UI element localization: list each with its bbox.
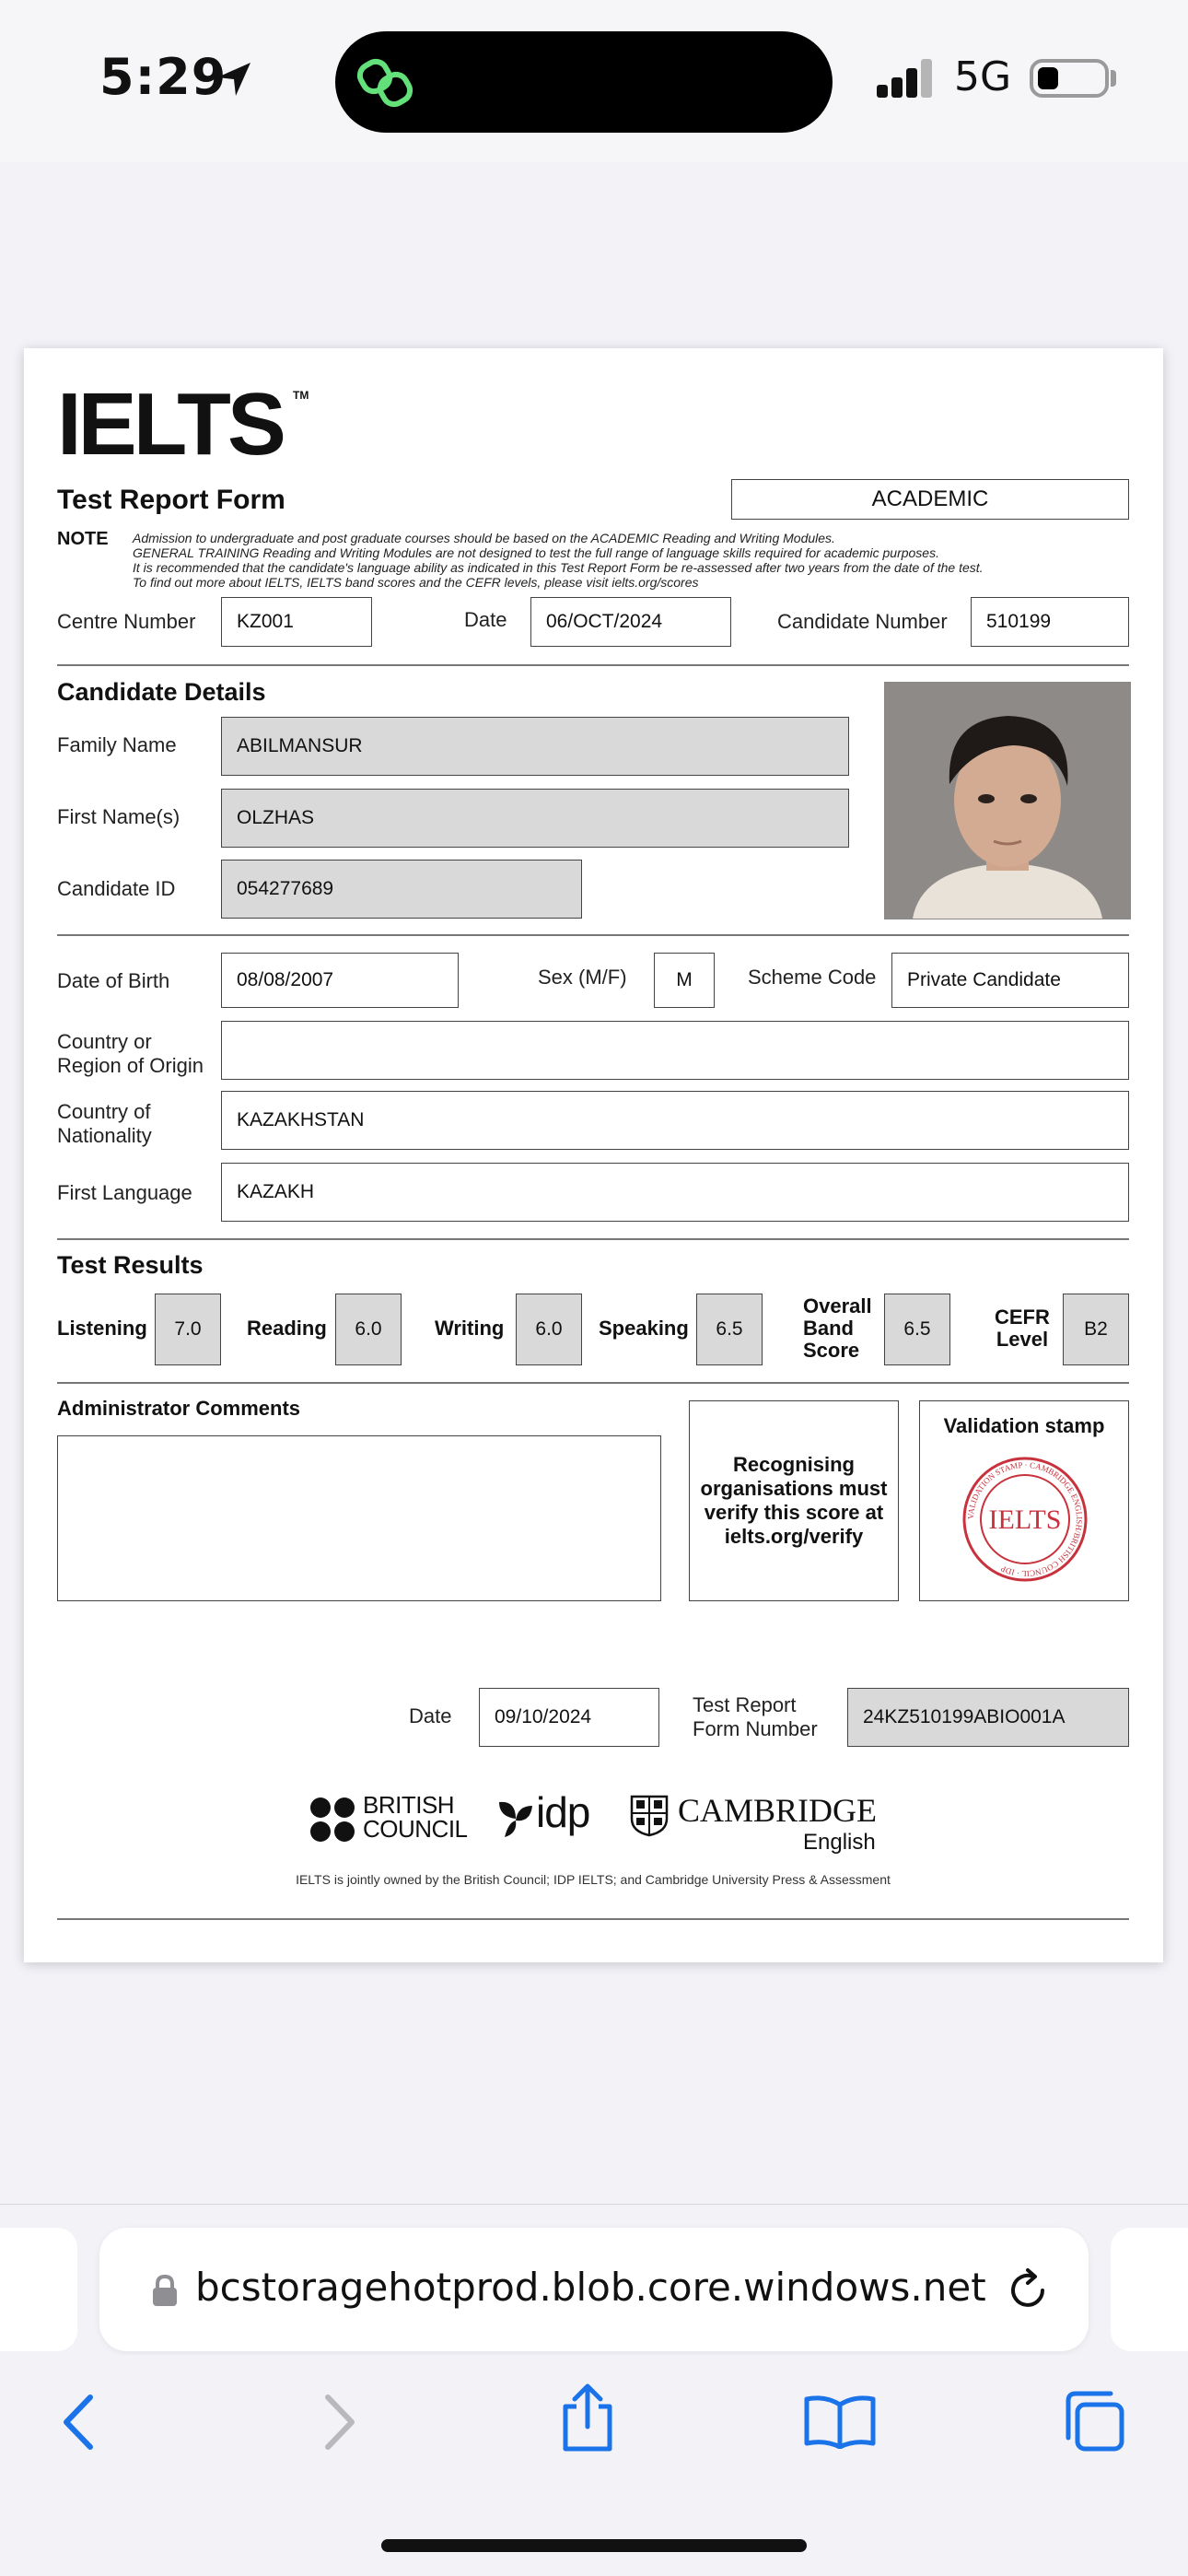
- country-origin-label: [57, 1030, 204, 1078]
- divider: [57, 664, 1129, 666]
- location-arrow-icon: [214, 59, 254, 100]
- family-name-label: Family Name: [57, 733, 177, 756]
- dob-field: 08/08/2007: [221, 953, 459, 1008]
- candidate-id-label: Candidate ID: [57, 877, 176, 900]
- divider: [57, 1238, 1129, 1240]
- label-line: Level: [996, 1328, 1049, 1351]
- note-text: [133, 531, 1127, 590]
- cambridge-shield-icon: [630, 1795, 669, 1837]
- network-label: 5G: [954, 53, 1012, 100]
- label-line: Test Report: [693, 1693, 797, 1716]
- date-field: 06/OCT/2024: [530, 597, 731, 647]
- lock-icon: [151, 2274, 179, 2307]
- reading-label: Reading: [247, 1317, 327, 1340]
- logo-trademark: TM: [293, 389, 309, 402]
- label-line: Score: [803, 1339, 860, 1362]
- candidate-details-heading: Candidate Details: [57, 678, 266, 706]
- cambridge-text: CAMBRIDGE: [678, 1792, 878, 1829]
- dynamic-island: [335, 31, 833, 133]
- listening-label: Listening: [57, 1317, 147, 1340]
- ielts-logo: IELTS: [57, 375, 283, 474]
- first-language-field: KAZAKH: [221, 1163, 1129, 1222]
- signal-icon: [875, 59, 939, 100]
- scheme-code-field: Private Candidate: [891, 953, 1129, 1008]
- centre-number-label: Centre Number: [57, 610, 196, 633]
- divider: [57, 1382, 1129, 1384]
- first-names-label: First Name(s): [57, 805, 181, 828]
- test-results-heading: Test Results: [57, 1251, 204, 1279]
- overall-score: 6.5: [884, 1294, 950, 1365]
- nationality-field: KAZAKHSTAN: [221, 1091, 1129, 1150]
- battery-icon: [1030, 59, 1109, 98]
- overall-label: [803, 1295, 872, 1362]
- country-origin-field: [221, 1021, 1129, 1080]
- note-line: It is recommended that the candidate's language ability as indicated in this Test Report Form be re-assessed after two years from the date of the test.: [133, 560, 984, 575]
- label-line: Band: [803, 1317, 854, 1340]
- first-language-label: First Language: [57, 1181, 192, 1204]
- issue-date-field: 09/10/2024: [479, 1688, 659, 1747]
- candidate-photo-image: [885, 683, 1130, 919]
- battery-tip: [1111, 70, 1116, 87]
- validation-stamp-label: Validation stamp: [943, 1414, 1105, 1437]
- centre-number-field: KZ001: [221, 597, 372, 647]
- admin-comments-label: Administrator Comments: [57, 1397, 301, 1420]
- bookmarks-icon[interactable]: [803, 2394, 877, 2449]
- candidate-photo: [884, 682, 1131, 919]
- cefr-label: [995, 1306, 1050, 1351]
- label-line: Country of: [57, 1100, 151, 1123]
- stamp-text: IELTS: [988, 1505, 1062, 1535]
- note-line: Admission to undergraduate and post graduate courses should be based on the ACADEMIC Reading and Writing Modules.: [133, 531, 835, 545]
- label-line: Country or: [57, 1030, 152, 1053]
- candidate-number-field: 510199: [971, 597, 1129, 647]
- label-line: CEFR: [995, 1306, 1050, 1329]
- dob-label: Date of Birth: [57, 969, 170, 992]
- previous-tab-peek[interactable]: [0, 2228, 77, 2351]
- divider: [57, 1918, 1129, 1920]
- date-label: Date: [464, 608, 507, 631]
- note-line: GENERAL TRAINING Reading and Writing Modules are not designed to test the full range of language skills required for academic purposes.: [133, 545, 939, 560]
- scheme-code-label: Scheme Code: [748, 966, 877, 989]
- cefr-level: B2: [1063, 1294, 1129, 1365]
- trf-number-label: [693, 1693, 818, 1741]
- note-line: To find out more about IELTS, IELTS band scores and the CEFR levels, please visit ielts.org/scores: [133, 575, 699, 590]
- verify-notice: Recognising organisations must verify this score at ielts.org/verify: [689, 1400, 899, 1601]
- english-text: English: [803, 1830, 876, 1855]
- forward-icon[interactable]: [315, 2392, 361, 2453]
- issue-date-label: Date: [409, 1704, 452, 1727]
- speaking-label: Speaking: [599, 1317, 689, 1340]
- label-line: Form Number: [693, 1717, 818, 1740]
- british-council-dots-icon: [309, 1797, 355, 1843]
- note-label: NOTE: [57, 529, 109, 549]
- writing-score: 6.0: [516, 1294, 582, 1365]
- status-time: 5:29: [99, 48, 227, 106]
- link-activity-icon: [355, 55, 416, 111]
- url-text[interactable]: bcstoragehotprod.blob.core.windows.net: [195, 2265, 986, 2310]
- family-name-field: ABILMANSUR: [221, 717, 849, 776]
- reading-score: 6.0: [335, 1294, 402, 1365]
- british-council-text: [363, 1793, 473, 1841]
- label-line: Overall: [803, 1294, 872, 1317]
- candidate-number-label: Candidate Number: [777, 610, 948, 633]
- tabs-icon[interactable]: [1061, 2388, 1127, 2454]
- candidate-id-field: 054277689: [221, 860, 582, 919]
- idp-leaf-icon: [495, 1797, 536, 1841]
- ielts-validation-stamp: [961, 1455, 1089, 1584]
- admin-comments-field: [57, 1435, 661, 1601]
- next-tab-peek[interactable]: [1111, 2228, 1188, 2351]
- back-icon[interactable]: [57, 2392, 103, 2453]
- listening-score: 7.0: [155, 1294, 221, 1365]
- logo-line: BRITISH: [363, 1791, 455, 1819]
- label-line: Region of Origin: [57, 1054, 204, 1077]
- ownership-footer: IELTS is jointly owned by the British Council; IDP IELTS; and Cambridge University Press & Assessment: [296, 1872, 891, 1887]
- home-indicator: [381, 2539, 807, 2552]
- test-report-document: [24, 348, 1163, 1962]
- nationality-label: [57, 1100, 152, 1148]
- sex-label: Sex (M/F): [538, 966, 627, 989]
- trf-number-field: 24KZ510199ABIO001A: [847, 1688, 1129, 1747]
- divider: [57, 934, 1129, 936]
- form-title: Test Report Form: [57, 485, 285, 515]
- speaking-score: 6.5: [696, 1294, 763, 1365]
- label-line: Nationality: [57, 1124, 152, 1147]
- first-names-field: OLZHAS: [221, 789, 849, 848]
- logo-line: COUNCIL: [363, 1815, 468, 1843]
- validation-stamp-box: [919, 1400, 1129, 1601]
- idp-text: idp: [536, 1788, 590, 1836]
- writing-label: Writing: [435, 1317, 505, 1340]
- module-box: ACADEMIC: [731, 479, 1129, 520]
- stamp-ring-text: VALIDATION STAMP · CAMBRIDGE ENGLISH/BRITISH COUNCIL · IDP: [965, 1459, 1085, 1579]
- share-icon[interactable]: [558, 2383, 617, 2453]
- sex-field: M: [654, 953, 715, 1008]
- reload-icon[interactable]: [1002, 2265, 1054, 2316]
